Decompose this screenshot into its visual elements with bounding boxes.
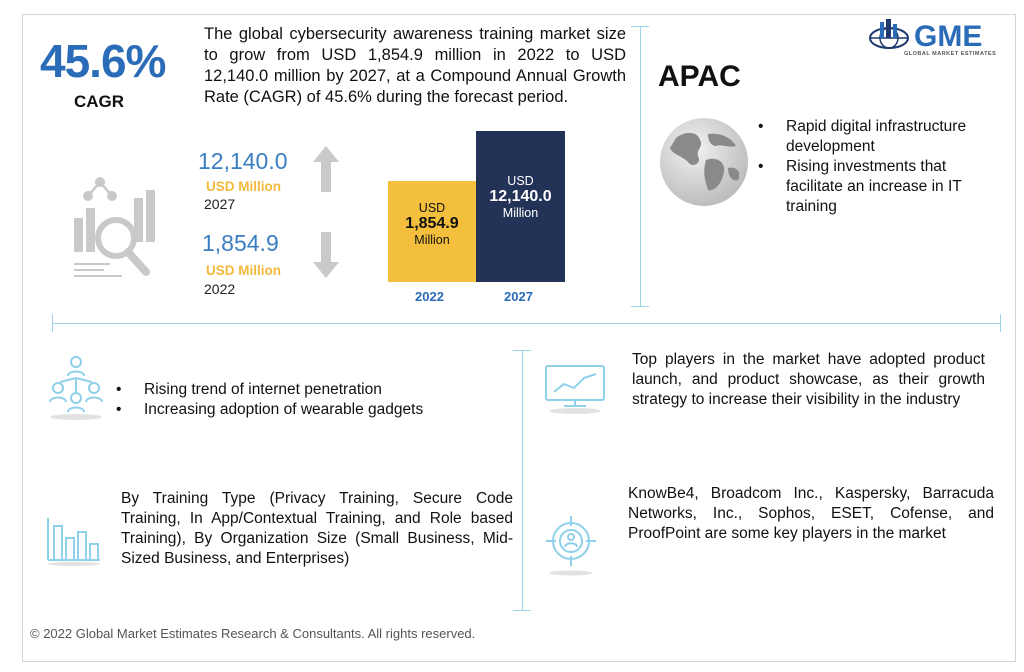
bar-2022-unit: Million [414, 233, 450, 247]
bar-2022-value: 1,854.9 [405, 215, 459, 232]
analytics-magnifier-icon [70, 172, 170, 282]
divider-horizontal-right-cap [1000, 314, 1001, 332]
divider-bottom-cap-bottom [513, 610, 531, 611]
bar-2022 [388, 181, 476, 282]
region-point: • Rising investments that facilitate an increase in IT training [758, 157, 998, 217]
strategy-paragraph: Top players in the market have adopted product launch, and product showcase, as their growth strategy to increase their visibility in the industry [632, 351, 985, 408]
divider-top-cap [631, 26, 649, 27]
divider-bottom-cap [513, 350, 531, 351]
cagr-value: 45.6% [40, 35, 166, 87]
figure-2027-unit: USD Million [206, 179, 281, 194]
figure-2022-unit: USD Million [206, 263, 281, 278]
intro-paragraph: The global cybersecurity awareness training market size to grow from USD 1,854.9 million in 2022 to USD 12,140.0 million by 2027, at a Compound Annual Growth Rate (CAGR) of 45.6% during the forecast period. [204, 25, 626, 106]
network-people-icon [44, 354, 108, 420]
target-person-icon [544, 514, 598, 576]
region-title: APAC [658, 60, 741, 93]
x-tick-2027: 2027 [504, 289, 533, 304]
bar-2027-currency: USD [507, 174, 534, 188]
x-tick-2022: 2022 [415, 289, 444, 304]
globe-icon [658, 116, 750, 208]
bar-2027 [476, 131, 565, 282]
driver-item: • Increasing adoption of wearable gadgets [116, 400, 496, 420]
divider-top-vertical [640, 26, 641, 306]
arrow-down-icon [313, 232, 339, 278]
bar-2027-unit: Million [502, 206, 539, 220]
logo-subtitle: GLOBAL MARKET ESTIMATES [904, 51, 997, 57]
figure-2022-value: 1,854.9 [202, 230, 279, 256]
figure-2027-value: 12,140.0 [198, 148, 288, 174]
key-players-paragraph: KnowBe4, Broadcom Inc., Kaspersky, Barracuda Networks, Inc., Sophos, ESET, Cofense, and ProofPoint are some key players in the market [628, 485, 994, 542]
copyright-footer: © 2022 Global Market Estimates Research & Consultants. All rights reserved. [30, 626, 476, 641]
segments-paragraph: By Training Type (Privacy Training, Secure Code Training, In App/Contextual Training, and Role based Training), By Organization Size (Small Business, Mid-Sized Business, and Enterprises) [121, 490, 513, 567]
region-points-list [758, 117, 998, 217]
bar-chart-icon [44, 516, 104, 566]
globe-skyline-icon [868, 18, 910, 50]
bar-2027-value: 12,140.0 [489, 188, 552, 205]
cagr-label: CAGR [74, 92, 125, 111]
divider-bottom-vertical [522, 350, 523, 610]
divider-horizontal [52, 323, 1000, 324]
monitor-growth-icon [544, 364, 608, 414]
figure-2022-year: 2022 [204, 281, 236, 297]
driver-item: • Rising trend of internet penetration [116, 380, 496, 400]
drivers-list [116, 380, 496, 420]
divider-top-cap-bottom [631, 306, 649, 307]
bar-2022-currency: USD [418, 201, 446, 215]
logo-text: GME [914, 20, 983, 53]
divider-horizontal-left-cap [52, 314, 53, 332]
arrow-up-icon [313, 146, 339, 192]
figure-2027-year: 2027 [204, 196, 236, 212]
region-point: • Rapid digital infrastructure development [758, 117, 998, 157]
